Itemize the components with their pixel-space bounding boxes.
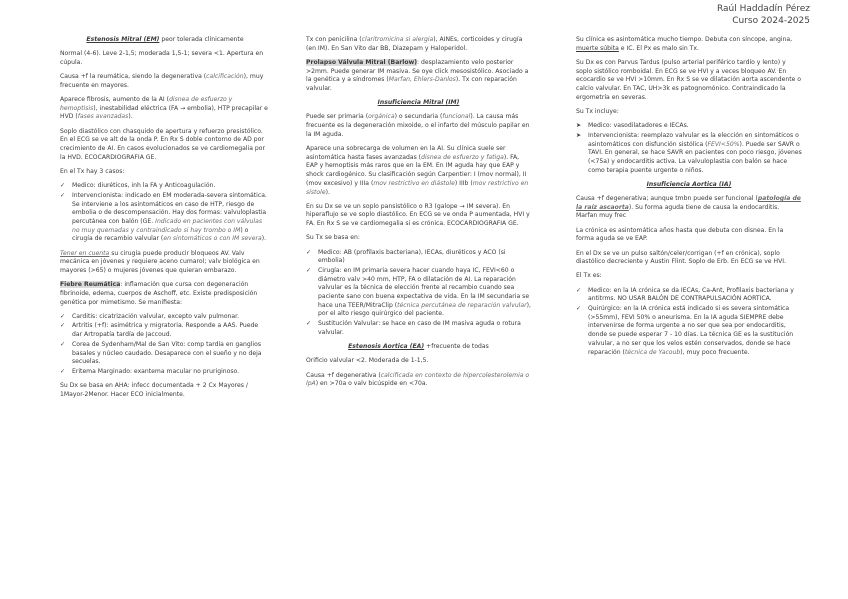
paragraph: Fiebre Reumática: inflamación que cursa con degeneración fibrinoide, edema, cuerpos de Aschoff, etc. Existe predisposición genética por mimetismo. Se manifiesta: xyxy=(60,281,258,306)
list-item: ➤ Medico: vasodilatadores e IECAs. xyxy=(576,122,689,130)
list-item: ✓ Cirugía: en IM primaria severa hacer cuando haya IC, FEVI<60 o diámetro valv >40 mm, HTP, FA o dilatación de AI. La reparación valvular es la técnica de elección frente al recambio cuando sea paciente sano con buena expectativa de vida. En la IM secundaria se hace una TEER/MitraClip (técnica percutánea de reparación valvular), por el alto riesgo quirúrgico del paciente. xyxy=(306,266,531,318)
check-icon: ✓ xyxy=(306,320,312,328)
paragraph: Soplo diastólico con chasquido de apertura y refuerzo presistólico. En el ECG se ve alt de la onda P. En Rx S doble contorno de AD por crecimiento de AI. En casos evolucionados se ve cardiomegalia por la HVD. ECOCARDIOGRAFIA GE. xyxy=(60,127,266,161)
manifestations-list xyxy=(60,313,270,377)
page-header xyxy=(717,3,810,27)
paragraph: Tener en cuenta su cirugía puede producir bloqueos AV. Valv mecánica en jóvenes y requiere aceno cumarol; valv biológica en mayores (>65) o mujeres jóvenes que quieran embarazo. xyxy=(60,249,260,274)
treatment-list xyxy=(60,182,270,244)
paragraph: Su Tx incluye: xyxy=(576,107,619,115)
paragraph: En el Tx hay 3 casos: xyxy=(60,167,125,175)
paragraph: La crónica es asintomática años hasta que debuta con disnea. En la forma aguda se ve EAP. xyxy=(576,226,784,243)
treatment-list xyxy=(576,287,802,358)
check-icon: ✓ xyxy=(60,191,66,199)
paragraph: Tx con penicilina (claritromicina si alergia), AINEs, corticoides y cirugía (en IM). En San Vito dar BB, Diazepam y Haloperidol. xyxy=(306,36,523,52)
column-2 xyxy=(306,36,531,394)
list-item: ✓ Medico: AB (profilaxis bacteriana), IECAs, diuréticos y ACO (si embolia) xyxy=(306,248,506,265)
paragraph: Su Tx se basa en: xyxy=(306,234,360,242)
paragraph: Su Dx se basa en AHA: infecc documentada + 2 Cx Mayores / 1Mayor-2Menor. Hacer ECO inicialmente. xyxy=(60,382,248,398)
column-3 xyxy=(576,36,802,363)
paragraph: Puede ser primaria (orgánica) o secundaria (funcional). La causa más frecuente es la degeneración mixoide, o el infarto del músculo papilar en la IM aguda. xyxy=(306,113,530,138)
check-icon: ✓ xyxy=(60,340,66,348)
list-item: ➤ Intervencionista: reemplazo valvular es la elección en sintomáticos o asintomáticos con disfunción sistólica (FEVI<50%). Puede ser SAVR o TAVI. En general, se hace SAVR en pacientes con poco riesgo, jóvenes (<75a) y endocarditis activa. La valvuloplastia con balón se hace como terapia puente urgente o niños. xyxy=(576,131,802,174)
paragraph: El Tx es: xyxy=(576,272,602,280)
paragraph: Su Dx es con Parvus Tardus (pulso arterial periférico tardío y lento) y soplo sistólico romboidal. En ECG se ve HVI y a veces bloqueo AV. En ecocardio se ve HVI >10mm. En Rx S se ve dilatación aorta ascendente o calcio valvular. En TAC, UH>3k es patognomónico. Contraindicado la ergometría en severas. xyxy=(576,58,802,101)
section-title-estenosis-mitral: Estenosis Mitral (EM) peor tolerada clínicamente xyxy=(86,36,244,43)
list-item: ✓ Quirúrgico: en la IA crónica está indicado si es severa sintomática (>55mm), FEVI 50% o aneurisma. En la IA aguda SIEMPRE debe intervenirse de forma urgente a no ser que sea por endocarditis, donde se puede esperar 7 - 10 días. La técnica GE es la sustitución valvular, a no ser que los velos estén conservados, donde se hace reparación (técnica de Yacoub), muy poco frecuente. xyxy=(576,305,794,356)
list-item: ✓ Corea de Sydenham/Mal de San Vito: comp tardía en ganglios basales y núcleo caudado. Desaparece con el sueño y no deja secuelas. xyxy=(60,340,262,366)
check-icon: ✓ xyxy=(576,305,582,313)
paragraph: Orificio valvular <2. Moderada de 1-1,5. xyxy=(306,357,429,365)
paragraph: En su Dx se ve un soplo pansistólico o R3 (galope → IM severa). En hiperaflujo se ve soplo diastólico. En ECG se ve onda P aumentada, HVI y FA. En Rx S se ve cardiomegalia si es crónica. ECOCARDIOGRAFIA GE. xyxy=(306,202,530,228)
course-year: Curso 2024-2025 xyxy=(732,16,810,26)
check-icon: ✓ xyxy=(306,266,312,274)
paragraph: En el Dx se ve un pulso saltón/celer/corrigan (+f en crónica), soplo diastólico decreciente y Austin Flint. Soplo de Erb. En ECG se ve HVI. xyxy=(576,249,786,266)
list-item: ✓ Carditis: cicatrización valvular, excepto valv pulmonar. xyxy=(60,312,240,320)
paragraph: Su clínica es asintomática mucho tiempo. Debuta con síncope, angina, muerte súbita e IC. El Px es malo sin Tx. xyxy=(576,36,793,52)
section-title-insuficiencia-aortica: Insuficiencia Aortica (IA) xyxy=(646,180,732,188)
paragraph: Causa +f la reumática, siendo la degenerativa (calcificación), muy frecuente en mayores. xyxy=(60,73,264,89)
paragraph: Aparece fibrosis, aumento de la AI (disnea de esfuerzo y hemoptisis), inestabilidad eléctrica (FA → embolia), HTP precapilar e HVD (fases avanzadas). xyxy=(60,96,268,121)
section-title-estenosis-aortica: Estenosis Aortica (EA) +frecuente de todas xyxy=(348,343,489,351)
check-icon: ✓ xyxy=(306,248,312,256)
author-name: Raúl Haddadín Pérez xyxy=(716,4,810,14)
section-title-insuficiencia-mitral: Insuficiencia Mitral (IM) xyxy=(377,99,460,107)
check-icon: ✓ xyxy=(60,312,66,320)
check-icon: ✓ xyxy=(60,368,66,375)
arrow-bullet-icon: ➤ xyxy=(576,131,582,139)
treatment-list xyxy=(306,249,531,338)
list-item: ✓ Intervencionista: indicado en EM moderada-severa sintomática. Se interviene a los asintomáticos en caso de HTP, riesgo de embolia o de descompensación. Hay dos formas: valvuloplastia percutánea con balón (GE. Indicado en pacientes con válvulas no muy quemadas y contraindicado si hay trombo o IM) o cirugía de recambio valvular (en sintomáticos o con IM severa). xyxy=(60,191,267,243)
check-icon: ✓ xyxy=(60,182,66,190)
list-item: ✓ Medico: diuréticos, inh la FA y Anticoagulación. xyxy=(60,182,216,190)
paragraph: Causa +f degenerativa (calcificada en contexto de hipercolesterolemia o lpA) en >70a o valv bicúspide en <70a. xyxy=(306,371,530,388)
list-item: ✓ Eritema Marginado: exantema macular no pruriginoso. xyxy=(60,368,240,375)
check-icon: ✓ xyxy=(60,322,66,330)
treatment-list xyxy=(576,122,802,175)
paragraph: Causa +f degenerativa; aunque tmbn puede ser funcional (patología de la raíz ascaorta). Su forma aguda tiene de causa la endocarditis. Marfan muy frec xyxy=(576,195,801,220)
list-item: ✓ Sustitución Valvular: se hace en caso de IM masiva aguda o rotura valvular. xyxy=(306,320,521,336)
list-item: ✓ Medico: en la IA crónica se da IECAs, Ca-Ant, Profilaxis bacteriana y antitrms. NO USAR BALÓN DE CONTRAPULSACIÓN AORTICA. xyxy=(576,286,794,303)
check-icon: ✓ xyxy=(576,286,582,294)
column-1 xyxy=(60,36,270,405)
arrow-bullet-icon: ➤ xyxy=(576,122,582,130)
list-item: ✓ Artritis (+f): asimétrica y migratoria. Responde a AAS. Puede dar Artropatía tardía de Jaccoud. xyxy=(60,322,259,339)
paragraph: Aparece una sobrecarga de volumen en la AI. Su clínica suele ser asintomática hasta fases avanzadas (disnea de esfuerzo y fatiga). FA, EAP y hemoptisis más raros que en la EM. En IM aguda hay que EAP y shock cardiogénico. Su clasificación según Carpentier: I (mov normal), II (mov excesivo) y IIIa (mov restrictivo en diástole) IIIb (mov restrictivo en sístole). xyxy=(306,145,529,196)
paragraph: Normal (4-6). Leve 2-1,5; moderada 1,5-1; severa <1. Apertura en cúpula. xyxy=(60,50,264,66)
paragraph: Prolapso Válvula Mitral (Barlow): desplazamiento velo posterior >2mm. Puede generar IM masiva. Se oye click mesosistólico. Asociado a la genética y a síndromes (Marfan, Ehlers-Danlos). Tx con reparación valvular. xyxy=(306,58,529,93)
